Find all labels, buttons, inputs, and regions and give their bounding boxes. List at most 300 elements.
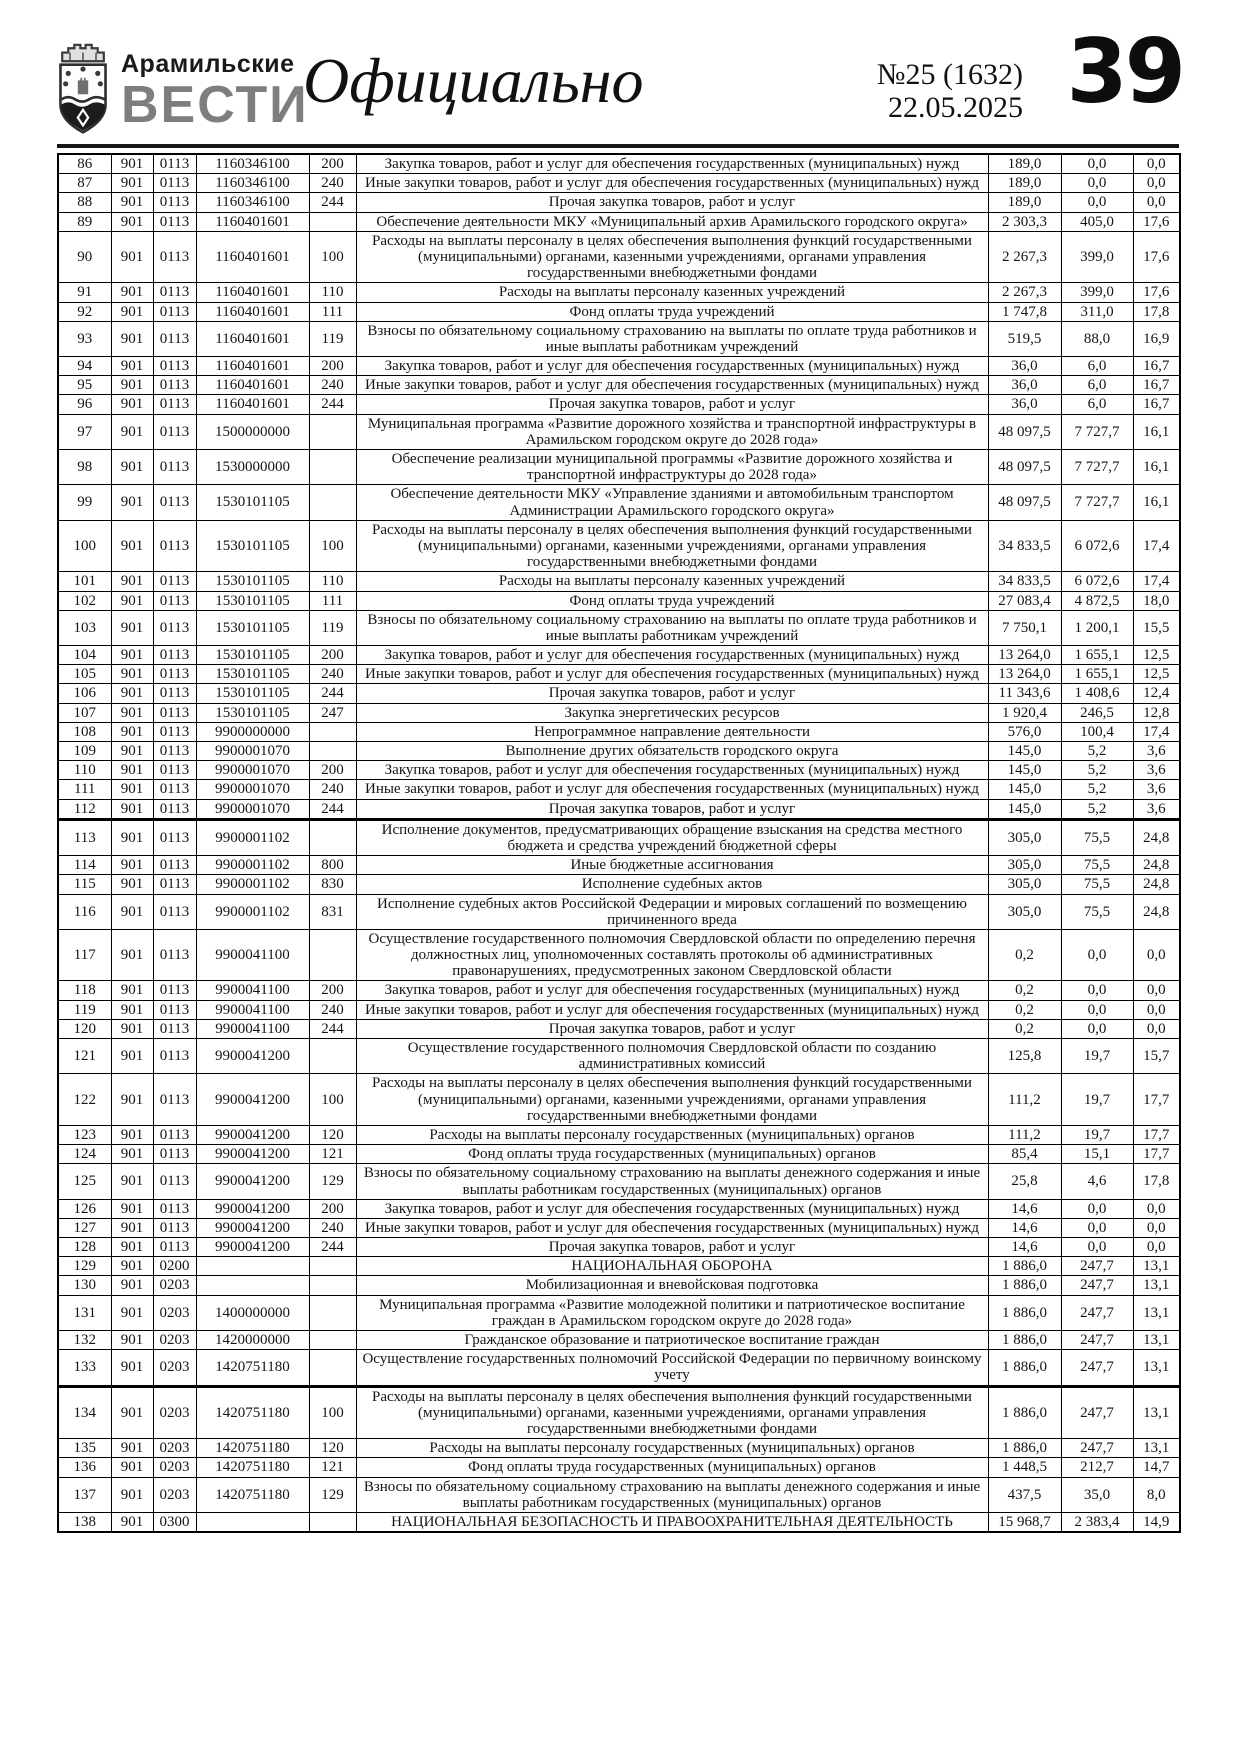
cell-percent: 17,8 bbox=[1133, 302, 1180, 321]
cell-amount-plan: 189,0 bbox=[988, 193, 1061, 212]
cell-expense-name: Исполнение судебных актов bbox=[356, 875, 988, 894]
cell-percent: 18,0 bbox=[1133, 591, 1180, 610]
cell-percent: 13,1 bbox=[1133, 1350, 1180, 1386]
cell-grbs-code: 901 bbox=[111, 302, 153, 321]
cell-section-code: 0113 bbox=[153, 742, 196, 761]
cell-row-number: 129 bbox=[58, 1257, 111, 1276]
cell-grbs-code: 901 bbox=[111, 1512, 153, 1532]
table-row bbox=[58, 1238, 1180, 1257]
cell-row-number: 130 bbox=[58, 1276, 111, 1295]
cell-grbs-code: 901 bbox=[111, 875, 153, 894]
cell-percent: 12,4 bbox=[1133, 684, 1180, 703]
newspaper-logo bbox=[57, 42, 309, 136]
table-row bbox=[58, 799, 1180, 819]
cell-section-code: 0113 bbox=[153, 321, 196, 356]
cell-expense-name: Муниципальная программа «Развитие молодежной политики и патриотическое воспитание граждан в Арамильском городском округе до 2028 года» bbox=[356, 1295, 988, 1330]
cell-grbs-code: 901 bbox=[111, 610, 153, 645]
cell-expense-type-code: 200 bbox=[309, 646, 356, 665]
cell-expense-type-code: 200 bbox=[309, 1199, 356, 1218]
cell-target-article-code: 9900041200 bbox=[196, 1199, 309, 1218]
cell-grbs-code: 901 bbox=[111, 929, 153, 981]
cell-percent: 13,1 bbox=[1133, 1276, 1180, 1295]
cell-expense-type-code: 200 bbox=[309, 154, 356, 174]
cell-amount-plan: 13 264,0 bbox=[988, 665, 1061, 684]
cell-section-code: 0113 bbox=[153, 981, 196, 1000]
cell-expense-type-code: 119 bbox=[309, 610, 356, 645]
cell-section-code: 0113 bbox=[153, 193, 196, 212]
cell-expense-name: Расходы на выплаты персоналу в целях обеспечения выполнения функций государственными (муниципальными) органами, казенными учреждениями, органами управления государственными внебюджетными фондами bbox=[356, 520, 988, 572]
newspaper-title-main: ВЕСТИ bbox=[121, 76, 309, 134]
cell-expense-type-code bbox=[309, 485, 356, 520]
cell-amount-executed: 75,5 bbox=[1061, 819, 1133, 855]
cell-row-number: 121 bbox=[58, 1039, 111, 1074]
cell-percent: 17,6 bbox=[1133, 231, 1180, 283]
cell-section-code: 0113 bbox=[153, 1218, 196, 1237]
cell-expense-name: Взносы по обязательному социальному страхованию на выплаты по оплате труда работников и иные выплаты работникам учреждений bbox=[356, 610, 988, 645]
issue-info bbox=[877, 58, 1023, 124]
cell-percent: 17,6 bbox=[1133, 283, 1180, 302]
cell-amount-plan: 305,0 bbox=[988, 819, 1061, 855]
cell-percent: 0,0 bbox=[1133, 981, 1180, 1000]
cell-expense-type-code: 100 bbox=[309, 231, 356, 283]
cell-grbs-code: 901 bbox=[111, 1477, 153, 1512]
table-row bbox=[58, 414, 1180, 449]
cell-amount-plan: 111,2 bbox=[988, 1074, 1061, 1126]
cell-section-code: 0300 bbox=[153, 1512, 196, 1532]
cell-row-number: 138 bbox=[58, 1512, 111, 1532]
cell-amount-executed: 100,4 bbox=[1061, 722, 1133, 741]
cell-section-code: 0113 bbox=[153, 591, 196, 610]
cell-expense-type-code: 110 bbox=[309, 283, 356, 302]
cell-row-number: 86 bbox=[58, 154, 111, 174]
cell-percent: 12,8 bbox=[1133, 703, 1180, 722]
table-row bbox=[58, 1074, 1180, 1126]
cell-row-number: 87 bbox=[58, 174, 111, 193]
cell-expense-name: Прочая закупка товаров, работ и услуг bbox=[356, 395, 988, 414]
table-row bbox=[58, 1164, 1180, 1199]
cell-amount-plan: 14,6 bbox=[988, 1218, 1061, 1237]
table-row bbox=[58, 819, 1180, 855]
cell-amount-executed: 0,0 bbox=[1061, 1019, 1133, 1038]
cell-percent: 17,7 bbox=[1133, 1145, 1180, 1164]
cell-target-article-code: 9900041200 bbox=[196, 1164, 309, 1199]
cell-target-article-code: 1420751180 bbox=[196, 1350, 309, 1386]
cell-expense-type-code: 240 bbox=[309, 665, 356, 684]
cell-expense-name: Закупка товаров, работ и услуг для обеспечения государственных (муниципальных) нужд bbox=[356, 646, 988, 665]
cell-amount-plan: 1 448,5 bbox=[988, 1458, 1061, 1477]
cell-expense-type-code: 119 bbox=[309, 321, 356, 356]
cell-target-article-code: 1500000000 bbox=[196, 414, 309, 449]
cell-amount-executed: 0,0 bbox=[1061, 1199, 1133, 1218]
cell-row-number: 122 bbox=[58, 1074, 111, 1126]
cell-amount-executed: 19,7 bbox=[1061, 1039, 1133, 1074]
cell-amount-executed: 5,2 bbox=[1061, 780, 1133, 799]
cell-percent: 0,0 bbox=[1133, 1199, 1180, 1218]
table-row bbox=[58, 357, 1180, 376]
cell-amount-plan: 34 833,5 bbox=[988, 520, 1061, 572]
cell-section-code: 0113 bbox=[153, 212, 196, 231]
cell-target-article-code: 9900041200 bbox=[196, 1145, 309, 1164]
table-row bbox=[58, 875, 1180, 894]
cell-row-number: 133 bbox=[58, 1350, 111, 1386]
cell-target-article-code: 9900041100 bbox=[196, 1019, 309, 1038]
cell-amount-plan: 305,0 bbox=[988, 875, 1061, 894]
cell-expense-type-code: 121 bbox=[309, 1458, 356, 1477]
cell-amount-plan: 576,0 bbox=[988, 722, 1061, 741]
cell-section-code: 0113 bbox=[153, 875, 196, 894]
cell-amount-executed: 5,2 bbox=[1061, 742, 1133, 761]
cell-grbs-code: 901 bbox=[111, 321, 153, 356]
cell-grbs-code: 901 bbox=[111, 742, 153, 761]
cell-expense-name: Иные закупки товаров, работ и услуг для обеспечения государственных (муниципальных) нужд bbox=[356, 665, 988, 684]
cell-row-number: 108 bbox=[58, 722, 111, 741]
cell-percent: 12,5 bbox=[1133, 646, 1180, 665]
cell-grbs-code: 901 bbox=[111, 212, 153, 231]
cell-grbs-code: 901 bbox=[111, 1238, 153, 1257]
cell-target-article-code bbox=[196, 1276, 309, 1295]
cell-row-number: 134 bbox=[58, 1386, 111, 1439]
cell-expense-name: Исполнение судебных актов Российской Федерации и мировых соглашений по возмещению причиненного вреда bbox=[356, 894, 988, 929]
cell-section-code: 0113 bbox=[153, 414, 196, 449]
newspaper-title-top: Арамильские bbox=[121, 50, 295, 78]
cell-target-article-code: 1160401601 bbox=[196, 357, 309, 376]
cell-expense-type-code bbox=[309, 414, 356, 449]
coat-of-arms-icon bbox=[57, 42, 109, 136]
cell-section-code: 0203 bbox=[153, 1295, 196, 1330]
cell-expense-name: Гражданское образование и патриотическое воспитание граждан bbox=[356, 1331, 988, 1350]
cell-row-number: 94 bbox=[58, 357, 111, 376]
cell-row-number: 117 bbox=[58, 929, 111, 981]
cell-target-article-code: 1160401601 bbox=[196, 376, 309, 395]
cell-target-article-code: 1530101105 bbox=[196, 591, 309, 610]
cell-section-code: 0203 bbox=[153, 1276, 196, 1295]
cell-target-article-code: 1530101105 bbox=[196, 610, 309, 645]
table-row bbox=[58, 1218, 1180, 1237]
cell-grbs-code: 901 bbox=[111, 1074, 153, 1126]
cell-percent: 0,0 bbox=[1133, 174, 1180, 193]
cell-percent: 14,9 bbox=[1133, 1512, 1180, 1532]
cell-section-code: 0113 bbox=[153, 520, 196, 572]
budget-table bbox=[57, 153, 1181, 1533]
cell-amount-executed: 6 072,6 bbox=[1061, 520, 1133, 572]
cell-grbs-code: 901 bbox=[111, 450, 153, 485]
cell-amount-plan: 2 267,3 bbox=[988, 231, 1061, 283]
cell-expense-type-code bbox=[309, 450, 356, 485]
cell-row-number: 105 bbox=[58, 665, 111, 684]
cell-amount-executed: 2 383,4 bbox=[1061, 1512, 1133, 1532]
cell-expense-name: Иные бюджетные ассигнования bbox=[356, 856, 988, 875]
cell-section-code: 0113 bbox=[153, 450, 196, 485]
cell-expense-name: Обеспечение реализации муниципальной программы «Развитие дорожного хозяйства и транспортной инфраструктуры до 2028 года» bbox=[356, 450, 988, 485]
cell-target-article-code: 1420751180 bbox=[196, 1386, 309, 1439]
cell-amount-plan: 14,6 bbox=[988, 1199, 1061, 1218]
cell-expense-name: Прочая закупка товаров, работ и услуг bbox=[356, 193, 988, 212]
cell-expense-type-code bbox=[309, 929, 356, 981]
cell-section-code: 0113 bbox=[153, 357, 196, 376]
cell-row-number: 88 bbox=[58, 193, 111, 212]
cell-amount-plan: 1 747,8 bbox=[988, 302, 1061, 321]
cell-expense-type-code: 831 bbox=[309, 894, 356, 929]
cell-percent: 17,4 bbox=[1133, 572, 1180, 591]
table-row bbox=[58, 742, 1180, 761]
cell-section-code: 0113 bbox=[153, 572, 196, 591]
cell-amount-executed: 6,0 bbox=[1061, 395, 1133, 414]
cell-percent: 17,4 bbox=[1133, 722, 1180, 741]
cell-percent: 14,7 bbox=[1133, 1458, 1180, 1477]
cell-expense-type-code: 200 bbox=[309, 981, 356, 1000]
cell-section-code: 0113 bbox=[153, 1164, 196, 1199]
cell-expense-type-code bbox=[309, 819, 356, 855]
cell-row-number: 92 bbox=[58, 302, 111, 321]
cell-amount-executed: 6,0 bbox=[1061, 376, 1133, 395]
cell-section-code: 0113 bbox=[153, 894, 196, 929]
cell-target-article-code: 9900001102 bbox=[196, 875, 309, 894]
cell-grbs-code: 901 bbox=[111, 722, 153, 741]
cell-row-number: 101 bbox=[58, 572, 111, 591]
cell-target-article-code: 9900001070 bbox=[196, 742, 309, 761]
cell-row-number: 123 bbox=[58, 1125, 111, 1144]
cell-amount-executed: 247,7 bbox=[1061, 1350, 1133, 1386]
cell-section-code: 0113 bbox=[153, 780, 196, 799]
cell-amount-plan: 36,0 bbox=[988, 376, 1061, 395]
cell-grbs-code: 901 bbox=[111, 1218, 153, 1237]
cell-percent: 17,6 bbox=[1133, 212, 1180, 231]
cell-percent: 17,7 bbox=[1133, 1074, 1180, 1126]
table-row bbox=[58, 174, 1180, 193]
cell-expense-name: Расходы на выплаты персоналу государственных (муниципальных) органов bbox=[356, 1439, 988, 1458]
table-row bbox=[58, 321, 1180, 356]
cell-expense-type-code: 244 bbox=[309, 1019, 356, 1038]
cell-section-code: 0113 bbox=[153, 174, 196, 193]
cell-expense-type-code: 100 bbox=[309, 1386, 356, 1439]
table-row bbox=[58, 1295, 1180, 1330]
cell-grbs-code: 901 bbox=[111, 357, 153, 376]
cell-target-article-code: 1530101105 bbox=[196, 572, 309, 591]
cell-amount-executed: 5,2 bbox=[1061, 799, 1133, 819]
cell-row-number: 107 bbox=[58, 703, 111, 722]
table-row bbox=[58, 231, 1180, 283]
cell-expense-name: Обеспечение деятельности МКУ «Муниципальный архив Арамильского городского округа» bbox=[356, 212, 988, 231]
cell-percent: 17,4 bbox=[1133, 520, 1180, 572]
cell-target-article-code: 1160401601 bbox=[196, 283, 309, 302]
cell-expense-name: Закупка товаров, работ и услуг для обеспечения государственных (муниципальных) нужд bbox=[356, 154, 988, 174]
table-row bbox=[58, 929, 1180, 981]
cell-amount-executed: 1 200,1 bbox=[1061, 610, 1133, 645]
cell-percent: 13,1 bbox=[1133, 1295, 1180, 1330]
cell-percent: 16,1 bbox=[1133, 450, 1180, 485]
cell-percent: 3,6 bbox=[1133, 742, 1180, 761]
cell-row-number: 124 bbox=[58, 1145, 111, 1164]
cell-amount-plan: 34 833,5 bbox=[988, 572, 1061, 591]
cell-amount-plan: 1 886,0 bbox=[988, 1439, 1061, 1458]
cell-expense-type-code bbox=[309, 1257, 356, 1276]
cell-amount-executed: 0,0 bbox=[1061, 981, 1133, 1000]
cell-row-number: 116 bbox=[58, 894, 111, 929]
cell-expense-name: Закупка товаров, работ и услуг для обеспечения государственных (муниципальных) нужд bbox=[356, 1199, 988, 1218]
cell-section-code: 0113 bbox=[153, 684, 196, 703]
cell-expense-type-code: 129 bbox=[309, 1477, 356, 1512]
cell-target-article-code: 1530101105 bbox=[196, 646, 309, 665]
cell-percent: 24,8 bbox=[1133, 819, 1180, 855]
cell-amount-plan: 48 097,5 bbox=[988, 485, 1061, 520]
cell-amount-plan: 1 886,0 bbox=[988, 1331, 1061, 1350]
table-row bbox=[58, 1019, 1180, 1038]
cell-expense-name: Муниципальная программа «Развитие дорожного хозяйства и транспортной инфраструктуры в Арамильском городском округе до 2028 года» bbox=[356, 414, 988, 449]
cell-expense-name: Осуществление государственных полномочий Российской Федерации по первичному воинскому учету bbox=[356, 1350, 988, 1386]
cell-section-code: 0113 bbox=[153, 929, 196, 981]
cell-expense-type-code bbox=[309, 1276, 356, 1295]
cell-expense-name: Взносы по обязательному социальному страхованию на выплаты по оплате труда работников и иные выплаты работникам учреждений bbox=[356, 321, 988, 356]
cell-amount-executed: 0,0 bbox=[1061, 929, 1133, 981]
cell-grbs-code: 901 bbox=[111, 799, 153, 819]
cell-percent: 13,1 bbox=[1133, 1257, 1180, 1276]
cell-grbs-code: 901 bbox=[111, 761, 153, 780]
cell-percent: 3,6 bbox=[1133, 799, 1180, 819]
cell-amount-plan: 1 920,4 bbox=[988, 703, 1061, 722]
cell-percent: 0,0 bbox=[1133, 1218, 1180, 1237]
cell-target-article-code bbox=[196, 1257, 309, 1276]
cell-target-article-code: 1160401601 bbox=[196, 231, 309, 283]
cell-section-code: 0113 bbox=[153, 376, 196, 395]
table-row bbox=[58, 395, 1180, 414]
cell-section-code: 0203 bbox=[153, 1439, 196, 1458]
cell-target-article-code: 1530101105 bbox=[196, 520, 309, 572]
cell-percent: 15,5 bbox=[1133, 610, 1180, 645]
cell-amount-executed: 1 655,1 bbox=[1061, 646, 1133, 665]
cell-expense-name: Прочая закупка товаров, работ и услуг bbox=[356, 799, 988, 819]
cell-target-article-code: 1420751180 bbox=[196, 1477, 309, 1512]
cell-grbs-code: 901 bbox=[111, 856, 153, 875]
cell-grbs-code: 901 bbox=[111, 665, 153, 684]
cell-expense-type-code: 129 bbox=[309, 1164, 356, 1199]
cell-target-article-code: 9900041200 bbox=[196, 1039, 309, 1074]
cell-target-article-code: 1160346100 bbox=[196, 174, 309, 193]
cell-row-number: 131 bbox=[58, 1295, 111, 1330]
cell-amount-executed: 1 655,1 bbox=[1061, 665, 1133, 684]
cell-grbs-code: 901 bbox=[111, 646, 153, 665]
table-row bbox=[58, 283, 1180, 302]
cell-grbs-code: 901 bbox=[111, 1257, 153, 1276]
cell-expense-name: НАЦИОНАЛЬНАЯ БЕЗОПАСНОСТЬ И ПРАВООХРАНИТЕЛЬНАЯ ДЕЯТЕЛЬНОСТЬ bbox=[356, 1512, 988, 1532]
cell-row-number: 99 bbox=[58, 485, 111, 520]
cell-grbs-code: 901 bbox=[111, 283, 153, 302]
cell-expense-type-code bbox=[309, 1039, 356, 1074]
table-row bbox=[58, 193, 1180, 212]
table-row bbox=[58, 761, 1180, 780]
table-row bbox=[58, 722, 1180, 741]
cell-amount-executed: 0,0 bbox=[1061, 1238, 1133, 1257]
cell-row-number: 127 bbox=[58, 1218, 111, 1237]
cell-section-code: 0113 bbox=[153, 799, 196, 819]
cell-target-article-code: 9900041100 bbox=[196, 1000, 309, 1019]
cell-target-article-code: 9900001102 bbox=[196, 819, 309, 855]
cell-grbs-code: 901 bbox=[111, 1458, 153, 1477]
cell-expense-type-code: 247 bbox=[309, 703, 356, 722]
cell-amount-executed: 311,0 bbox=[1061, 302, 1133, 321]
cell-target-article-code: 1530101105 bbox=[196, 684, 309, 703]
cell-section-code: 0113 bbox=[153, 1145, 196, 1164]
cell-percent: 0,0 bbox=[1133, 1000, 1180, 1019]
cell-expense-type-code: 240 bbox=[309, 174, 356, 193]
cell-percent: 12,5 bbox=[1133, 665, 1180, 684]
cell-percent: 24,8 bbox=[1133, 875, 1180, 894]
cell-amount-executed: 19,7 bbox=[1061, 1125, 1133, 1144]
cell-amount-executed: 0,0 bbox=[1061, 174, 1133, 193]
cell-grbs-code: 901 bbox=[111, 231, 153, 283]
table-row bbox=[58, 376, 1180, 395]
cell-percent: 16,1 bbox=[1133, 414, 1180, 449]
cell-target-article-code: 9900041200 bbox=[196, 1074, 309, 1126]
cell-amount-executed: 75,5 bbox=[1061, 875, 1133, 894]
cell-expense-name: Исполнение документов, предусматривающих обращение взыскания на средства местного бюджета и средства учреждений бюджетной сферы bbox=[356, 819, 988, 855]
cell-section-code: 0113 bbox=[153, 1074, 196, 1126]
cell-target-article-code: 9900041200 bbox=[196, 1238, 309, 1257]
cell-section-code: 0200 bbox=[153, 1257, 196, 1276]
cell-amount-plan: 125,8 bbox=[988, 1039, 1061, 1074]
cell-row-number: 96 bbox=[58, 395, 111, 414]
cell-row-number: 93 bbox=[58, 321, 111, 356]
cell-grbs-code: 901 bbox=[111, 395, 153, 414]
cell-amount-executed: 7 727,7 bbox=[1061, 485, 1133, 520]
cell-target-article-code bbox=[196, 1512, 309, 1532]
cell-target-article-code: 1420000000 bbox=[196, 1331, 309, 1350]
cell-expense-name: Расходы на выплаты персоналу в целях обеспечения выполнения функций государственными (муниципальными) органами, казенными учреждениями, органами управления государственными внебюджетными фондами bbox=[356, 231, 988, 283]
cell-target-article-code: 9900001102 bbox=[196, 894, 309, 929]
cell-section-code: 0113 bbox=[153, 1000, 196, 1019]
cell-amount-plan: 36,0 bbox=[988, 395, 1061, 414]
table-row bbox=[58, 780, 1180, 799]
cell-target-article-code: 9900001070 bbox=[196, 780, 309, 799]
cell-expense-type-code: 244 bbox=[309, 684, 356, 703]
cell-expense-type-code: 800 bbox=[309, 856, 356, 875]
cell-amount-executed: 35,0 bbox=[1061, 1477, 1133, 1512]
cell-target-article-code: 9900041100 bbox=[196, 981, 309, 1000]
cell-section-code: 0203 bbox=[153, 1350, 196, 1386]
cell-section-code: 0113 bbox=[153, 1199, 196, 1218]
cell-amount-executed: 399,0 bbox=[1061, 283, 1133, 302]
cell-expense-type-code: 244 bbox=[309, 395, 356, 414]
cell-target-article-code: 9900000000 bbox=[196, 722, 309, 741]
header-divider bbox=[57, 144, 1179, 148]
cell-section-code: 0113 bbox=[153, 646, 196, 665]
cell-amount-plan: 0,2 bbox=[988, 929, 1061, 981]
cell-amount-executed: 5,2 bbox=[1061, 761, 1133, 780]
cell-amount-plan: 189,0 bbox=[988, 174, 1061, 193]
cell-section-code: 0113 bbox=[153, 395, 196, 414]
cell-amount-plan: 111,2 bbox=[988, 1125, 1061, 1144]
cell-expense-type-code: 120 bbox=[309, 1125, 356, 1144]
cell-row-number: 89 bbox=[58, 212, 111, 231]
section-title: Официально bbox=[303, 45, 644, 116]
cell-amount-plan: 145,0 bbox=[988, 799, 1061, 819]
table-row bbox=[58, 1039, 1180, 1074]
cell-expense-name: Иные закупки товаров, работ и услуг для обеспечения государственных (муниципальных) нужд bbox=[356, 780, 988, 799]
cell-percent: 13,1 bbox=[1133, 1386, 1180, 1439]
table-row bbox=[58, 450, 1180, 485]
table-row bbox=[58, 1257, 1180, 1276]
cell-grbs-code: 901 bbox=[111, 1386, 153, 1439]
cell-amount-plan: 0,2 bbox=[988, 981, 1061, 1000]
cell-amount-executed: 0,0 bbox=[1061, 1218, 1133, 1237]
cell-grbs-code: 901 bbox=[111, 1439, 153, 1458]
cell-amount-executed: 75,5 bbox=[1061, 856, 1133, 875]
cell-grbs-code: 901 bbox=[111, 591, 153, 610]
cell-target-article-code: 1160401601 bbox=[196, 302, 309, 321]
table-row bbox=[58, 856, 1180, 875]
cell-target-article-code: 9900041200 bbox=[196, 1218, 309, 1237]
cell-target-article-code: 1160346100 bbox=[196, 193, 309, 212]
cell-row-number: 136 bbox=[58, 1458, 111, 1477]
